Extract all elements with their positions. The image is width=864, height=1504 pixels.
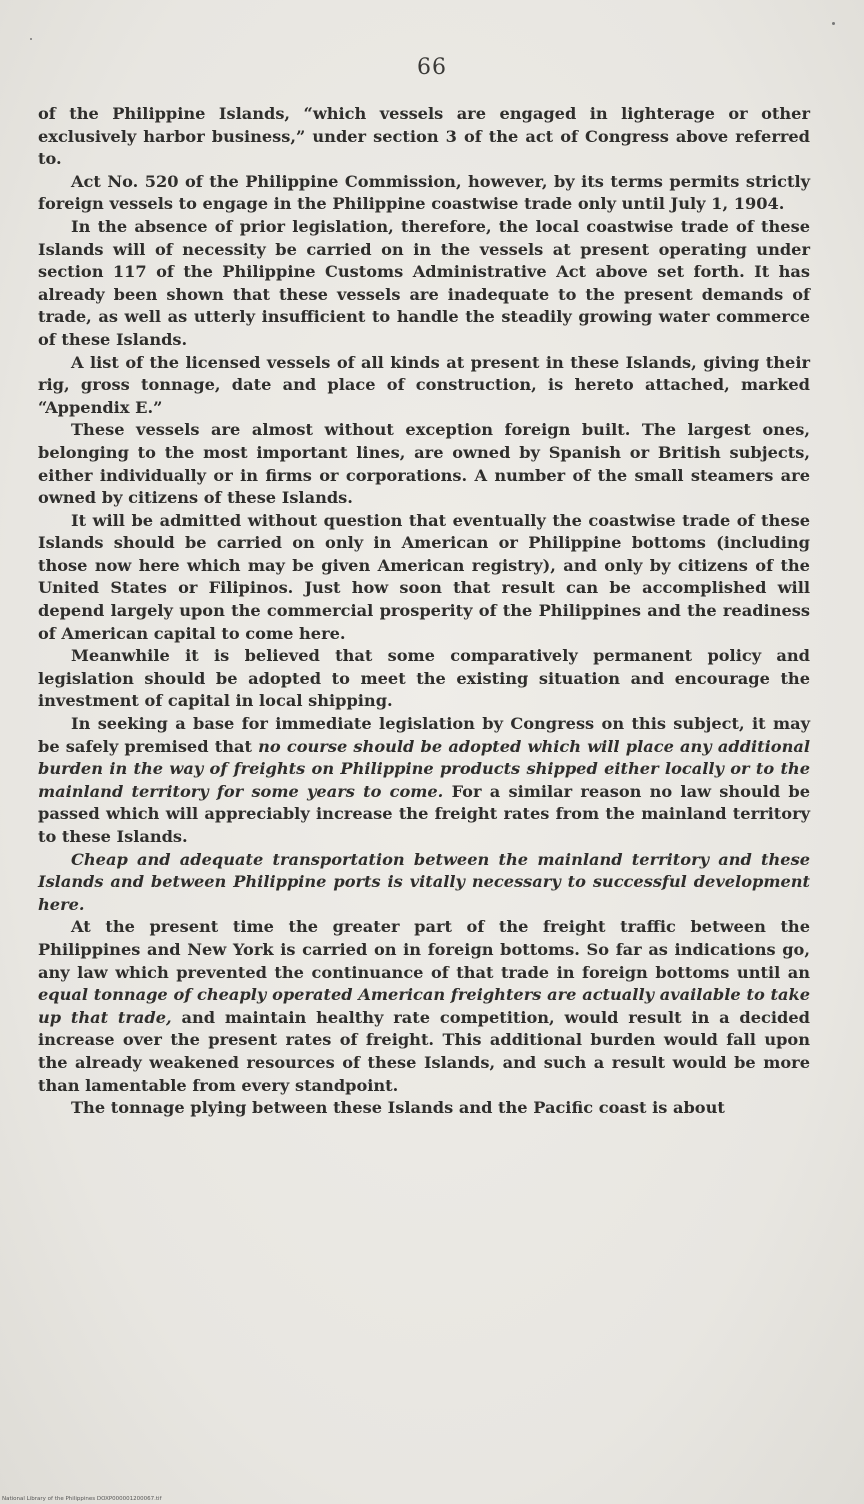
paragraph <box>38 171 810 216</box>
scan-speck <box>832 22 835 25</box>
paragraph <box>38 1097 810 1120</box>
text-run: and maintain healthy rate competition, would result in a decided increase over the present rates of freight. This additional burden would fall upon the already weakened resources of these Islands, and such a result would be more than lamentable from every standpoint. <box>38 1007 810 1095</box>
archive-footer: National Library of the Philippines DOXP000001200067.tif <box>2 1496 162 1502</box>
paragraph <box>38 352 810 420</box>
text-run: Meanwhile it is believed that some comparatively permanent policy and legislation should be adopted to meet the existing situation and encourage the investment of capital in local shipping. <box>38 646 810 711</box>
scan-speck <box>30 38 32 40</box>
paragraph <box>38 916 810 1097</box>
emphasis-text: equal tonnage of cheaply operated American freighters are actually available to take up that trade, <box>38 985 810 1027</box>
body-text <box>38 103 810 1120</box>
text-run: The tonnage plying between these Islands and the Pacific coast is about <box>71 1098 725 1118</box>
paragraph <box>38 419 810 509</box>
text-run: In seeking a base for immediate legislation by Congress on this subject, it may be safely premised that <box>38 714 810 756</box>
paragraph <box>38 645 810 713</box>
text-run: of the Philippine Islands, “which vessels are engaged in lighterage or other exclusively harbor business,” under section 3 of the act of Congress above referred to. <box>38 104 810 169</box>
text-run: These vessels are almost without exception foreign built. The largest ones, belonging to the most important lines, are owned by Spanish or British subjects, either individually or in firms or corporations. A number of the small steamers are owned by citizens of these Islands. <box>38 420 810 508</box>
paragraph <box>38 713 810 849</box>
paragraph <box>38 216 810 352</box>
emphasis-text: no course should be adopted which will place any additional burden in the way of freights on Philippine products shipped either locally or to the mainland territory for some years to come. <box>38 736 810 801</box>
paragraph <box>38 510 810 646</box>
text-run: At the present time the greater part of the freight traffic between the Philippines and New York is carried on in foreign bottoms. So far as indications go, any law which prevented the continuance of that trade in foreign bottoms until an <box>38 917 810 982</box>
text-run: Act No. 520 of the Philippine Commission, however, by its terms permits strictly foreign vessels to engage in the Philippine coastwise trade only until July 1, 1904. <box>38 171 810 214</box>
page-number: 66 <box>417 55 447 80</box>
paragraph <box>38 849 810 917</box>
text-run: It will be admitted without question that eventually the coastwise trade of these Islands should be carried on only in American or Philippine bottoms (including those now here which may be given American registry), and only by citizens of the United States or Filipinos. Just how soon that result can be accomplished will depend largely upon the commercial prosperity of the Philippines and the readiness of American capital to come here. <box>38 510 810 643</box>
emphasis-text: Cheap and adequate transportation between the mainland territory and these Islands and between Philippine ports is vitally necessary to successful development here. <box>38 849 810 914</box>
text-run: For a similar reason no law should be passed which will appreciably increase the freight rates from the mainland territory to these Islands. <box>38 781 811 846</box>
text-run: In the absence of prior legislation, therefore, the local coastwise trade of these Islands will of necessity be carried on in the vessels at present operating under section 117 of the Philippine Customs Administrative Act above set forth. It has already been shown that these vessels are inadequate to the present demands of trade, as well as utterly insufficient to handle the steadily growing water commerce of these Islands. <box>38 216 810 349</box>
text-run: A list of the licensed vessels of all kinds at present in these Islands, giving their rig, gross tonnage, date and place of construction, is hereto attached, marked “Appendix E.” <box>38 352 810 417</box>
paragraph <box>38 103 810 171</box>
